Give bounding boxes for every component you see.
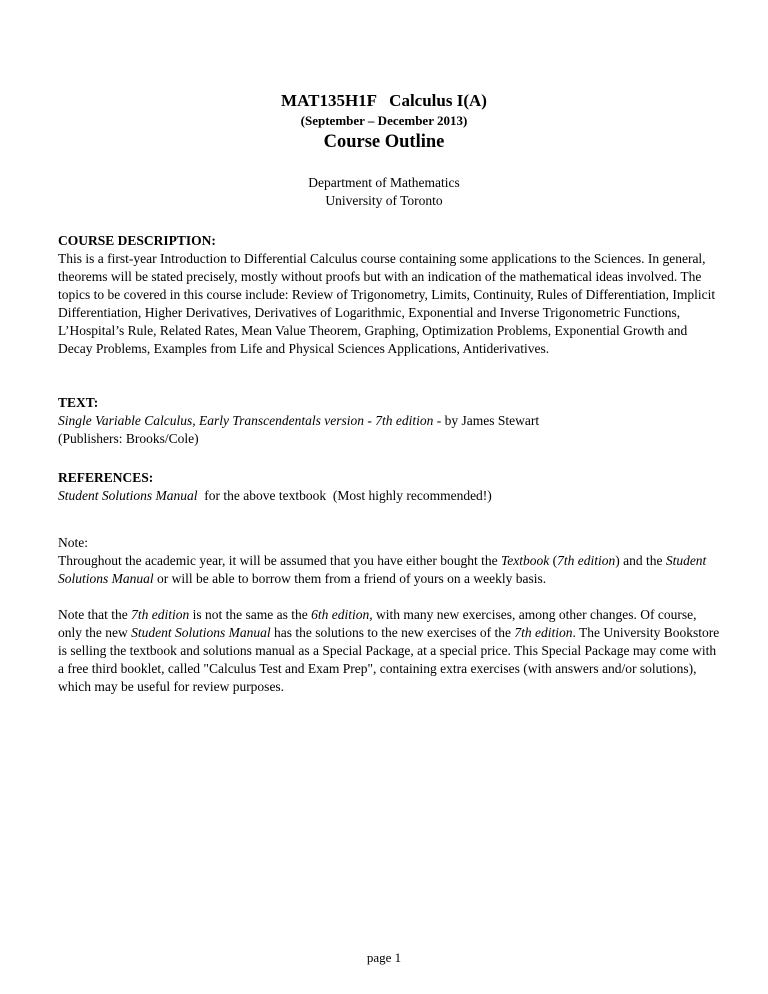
text-section — [58, 394, 723, 448]
document-title: Course Outline — [323, 132, 445, 152]
textbook-edition: 7th edition — [375, 413, 434, 428]
textbook-title: Single Variable Calculus, Early Transcendentals version — [58, 413, 364, 428]
note-p2-text-d: has the solutions to the new exercises of the — [270, 625, 515, 640]
references-manual-title: Student Solutions Manual — [58, 488, 198, 503]
textbook-line — [58, 412, 723, 430]
course-title: MAT135H1F Calculus I(A) — [281, 91, 487, 110]
note-p2-text-c: with many new exercises, among other changes. Of course, only the new — [58, 607, 697, 640]
note-p1-text-a: Throughout the academic year, it will be assumed that you have either bought the — [58, 553, 501, 568]
department-block — [0, 174, 768, 210]
note-p1-manual: Student Solutions Manual — [58, 553, 707, 586]
note-p2-edition-7: 7th edition — [131, 607, 190, 622]
note-p1-textbook: Textbook — [500, 553, 550, 568]
note-p1-text-c: ) and the — [615, 553, 666, 568]
text-heading: TEXT: — [58, 395, 99, 410]
textbook-separator: - — [363, 413, 376, 428]
textbook-publisher: (Publishers: Brooks/Cole) — [58, 431, 199, 446]
university-name: University of Toronto — [325, 193, 443, 208]
page-number: page 1 — [366, 950, 402, 965]
references-heading: REFERENCES: — [58, 470, 154, 485]
note-paragraph-1 — [58, 552, 723, 588]
references-line — [58, 487, 723, 505]
textbook-author: - by James Stewart — [433, 413, 540, 428]
department-name: Department of Mathematics — [308, 175, 460, 190]
course-description-section — [58, 232, 723, 358]
course-term: (September – December 2013) — [300, 113, 468, 128]
note-paragraph-2 — [58, 606, 723, 696]
document-header — [0, 90, 768, 210]
note-p1-text-b: ( — [549, 553, 558, 568]
note-section — [58, 534, 723, 696]
note-p2-text-b: is not the same as the — [189, 607, 312, 622]
course-description-text: This is a first-year Introduction to Differential Calculus course containing some applications to the Sciences. In general, theorems will be stated precisely, mostly without proofs but with an indication of the mathematical ideas involved. The topics to be covered in this course include: Review of Trigonometry, Limits, Continuity, Rules of Differentiation, Implicit Differentiation, Higher Derivatives, Derivatives of Logarithmic, Exponential and Inverse Trigonometric Functions, L’Hospital’s Rule, Related Rates, Mean Value Theorem, Graphing, Optimization Problems, Exponential Growth and Decay Problems, Examples from Life and Physical Sciences Applications, Antiderivatives. — [58, 251, 716, 356]
note-p1-edition: 7th edition — [557, 553, 616, 568]
note-p2-text-e: . The University Bookstore is selling the textbook and solutions manual as a Special Package, at a special price. This Special Package may come with a free third booklet, called "Calculus Test and Exam Prep", containing extra exercises (with answers and/or solutions), which may be useful for review purposes. — [58, 625, 720, 694]
note-p2-manual: Student Solutions Manual — [131, 625, 271, 640]
note-p2-edition-7b: 7th edition — [514, 625, 573, 640]
course-description-heading: COURSE DESCRIPTION: — [58, 233, 216, 248]
references-note: for the above textbook (Most highly recommended!) — [197, 488, 492, 503]
references-section — [58, 469, 723, 505]
note-p2-edition-6: 6th edition, — [311, 607, 373, 622]
note-p1-text-d: or will be able to borrow them from a friend of yours on a weekly basis. — [153, 571, 547, 586]
note-label: Note: — [58, 535, 88, 550]
note-p2-text-a: Note that the — [58, 607, 132, 622]
